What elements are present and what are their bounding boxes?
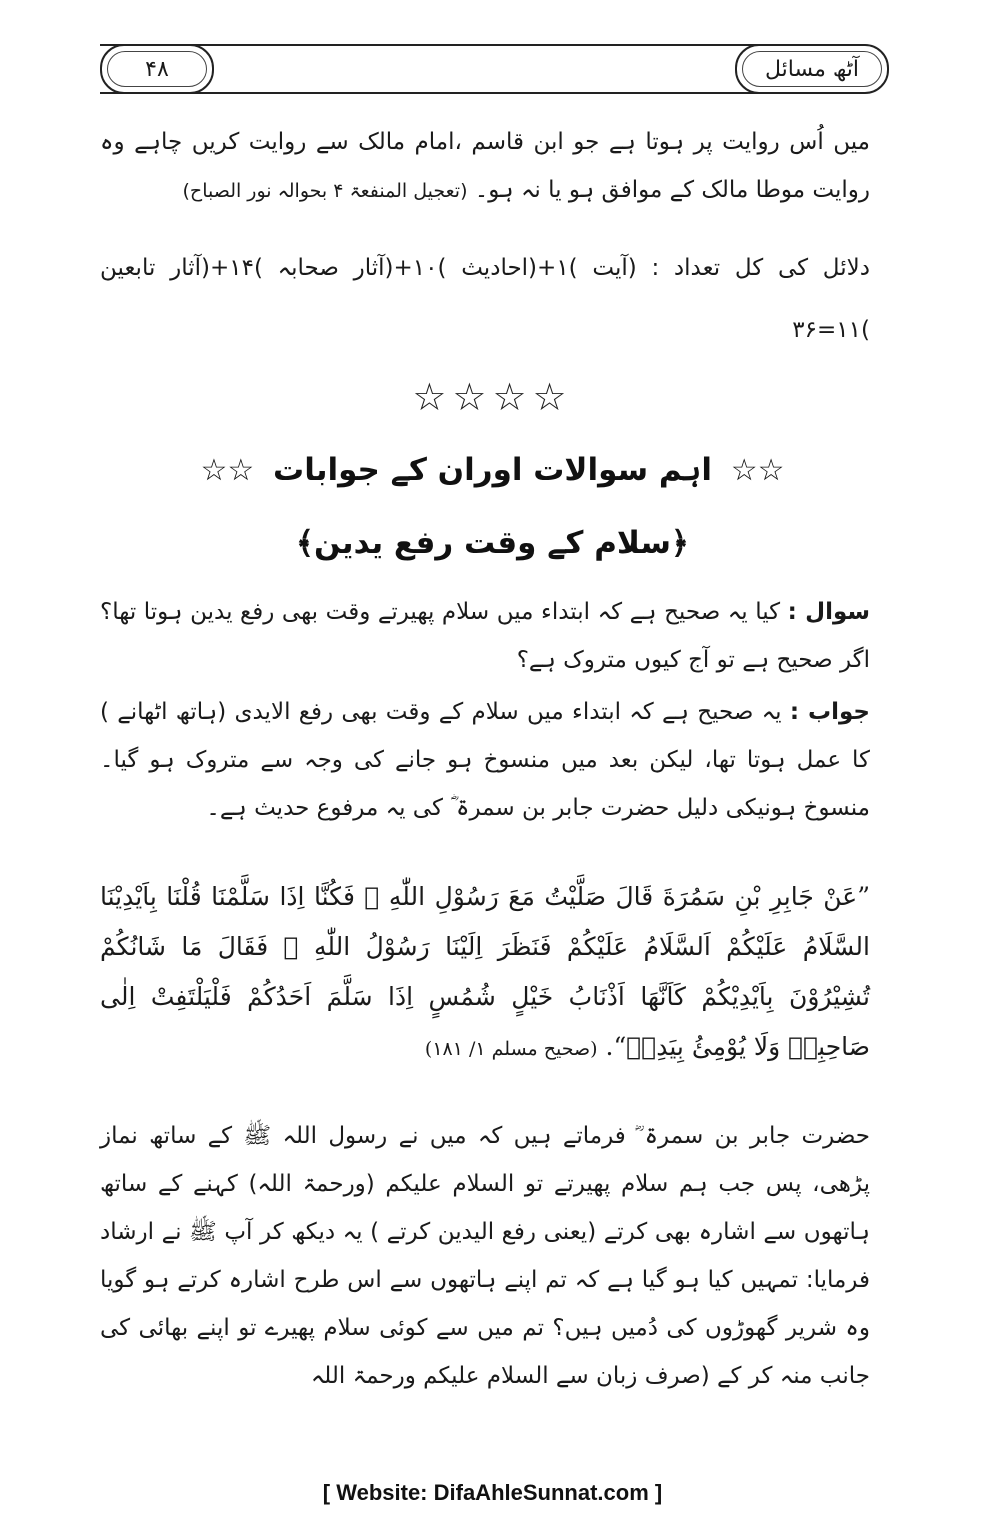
header-rule-top (100, 44, 850, 46)
section-heading (0, 452, 985, 488)
section-heading-text: اہم سوالات اوران کے جوابات (273, 452, 712, 488)
cartouche-inner-border (742, 51, 882, 87)
qa-block (100, 588, 870, 832)
intro-text (100, 118, 870, 215)
header-rule-bottom (100, 92, 850, 94)
cartouche-inner-border (107, 51, 207, 87)
question (100, 588, 870, 684)
website-footer: [ Website: DifaAhleSunnat.com ] (322, 1480, 663, 1505)
heading-star-icon: ☆☆ (730, 453, 785, 488)
question-text: کیا یہ صحیح ہے کہ ابتداء میں سلام پھیرتے وقت بھی رفع یدین ہوتا تھا؟ اگر صحیح ہے تو آج کیوں متروک ہے؟ (100, 599, 870, 673)
answer-label: جواب : (789, 699, 871, 725)
book-title: آٹھ مسائل (764, 56, 860, 82)
heading-star-icon: ☆☆ (200, 453, 255, 488)
hadith (100, 872, 870, 1074)
evidence-count: دلائل کی کل تعداد : (آیت )۱+(احادیث )۱۰+(آثار صحابہ )۱۴+(آثار تابعین )۱۱=۳۶ (100, 255, 870, 343)
book-title-cartouche (735, 44, 889, 94)
hadith-text: ”عَنْ جَابِرِ بْنِ سَمُرَةَ قَالَ صَلَّيْتُ مَعَ رَسُوْلِ اللّٰهِ ﷺ فَكُنَّا اِذَا سَلَّمْنَا قُلْنَا بِاَيْدِيْنَا السَّلَامُ عَلَيْكُمْ اَلسَّلَامُ عَلَيْكُمْ فَنَظَرَ اِلَيْنَا رَسُوْلُ اللّٰهِ ﷺ فَقَالَ مَا شَانُكُمْ تُشِيْرُوْنَ بِاَيْدِيْكُمْ كَاَنَّهَا اَذْنَابُ خَيْلٍ شُمُسٍ اِذَا سَلَّمَ اَحَدُكُمْ فَلْيَلْتَفِتْ اِلٰى صَاحِبِهٖ وَلَا يُوْمِئُ بِيَدِهٖ“. (100, 882, 870, 1061)
intro-block (100, 118, 870, 361)
subheading: ﴿سلام کے وقت رفع یدین﴾ (295, 525, 690, 561)
translation-text: حضرت جابر بن سمرۃ ؓ فرماتے ہیں کہ میں نے رسول اللہ ﷺ کے ساتھ نماز پڑھی، پس جب ہم سلام پھیرتے تو السلام علیکم (ورحمۃ اللہ) کہنے کے ساتھ ہاتھوں سے اشارہ بھی کرتے (یعنی رفع الیدین کرتے ) یہ دیکھ کر آپ ﷺ نے ارشاد فرمایا: تمہیں کیا ہو گیا ہے کہ تم اپنے ہاتھوں سے اس طرح اشارہ کرتے ہو گویا وہ شریر گھوڑوں کی دُمیں ہیں؟ تم میں سے کوئی سلام پھیرے تو اپنے بھائی کی جانب منہ کر کے (صرف زبان سے السلام علیکم ورحمۃ اللہ (100, 1123, 870, 1389)
intro-line: میں اُس روایت پر ہوتا ہے جو ابن قاسم ،امام مالک سے روایت کریں چاہے وہ روایت موطا مالک کے موافق ہو یا نہ ہو۔ (100, 129, 870, 203)
stars-divider: ☆☆☆☆ (412, 375, 573, 419)
hadith-citation: (صحیح مسلم ۱/ ۱۸۱) (424, 1038, 598, 1060)
answer-text: یہ صحیح ہے کہ ابتداء میں سلام کے وقت بھی رفع الایدی (ہاتھ اٹھانے ) کا عمل ہوتا تھا، لیکن بعد میں منسوخ ہو جانے کی وجہ سے متروک ہو گیا۔ منسوخ ہونیکی دلیل حضرت جابر بن سمرۃ ؓ کی یہ مرفوع حدیث ہے۔ (100, 699, 870, 821)
page-number-cartouche (100, 44, 214, 94)
answer (100, 688, 870, 832)
intro-citation: (تعجیل المنفعۃ ۴ بحوالہ نور الصباح) (182, 180, 468, 202)
question-label: سوال : (787, 599, 870, 625)
hadith-block (100, 872, 870, 1074)
translation-block (100, 1112, 870, 1400)
page-number: ۴۸ (145, 56, 169, 82)
